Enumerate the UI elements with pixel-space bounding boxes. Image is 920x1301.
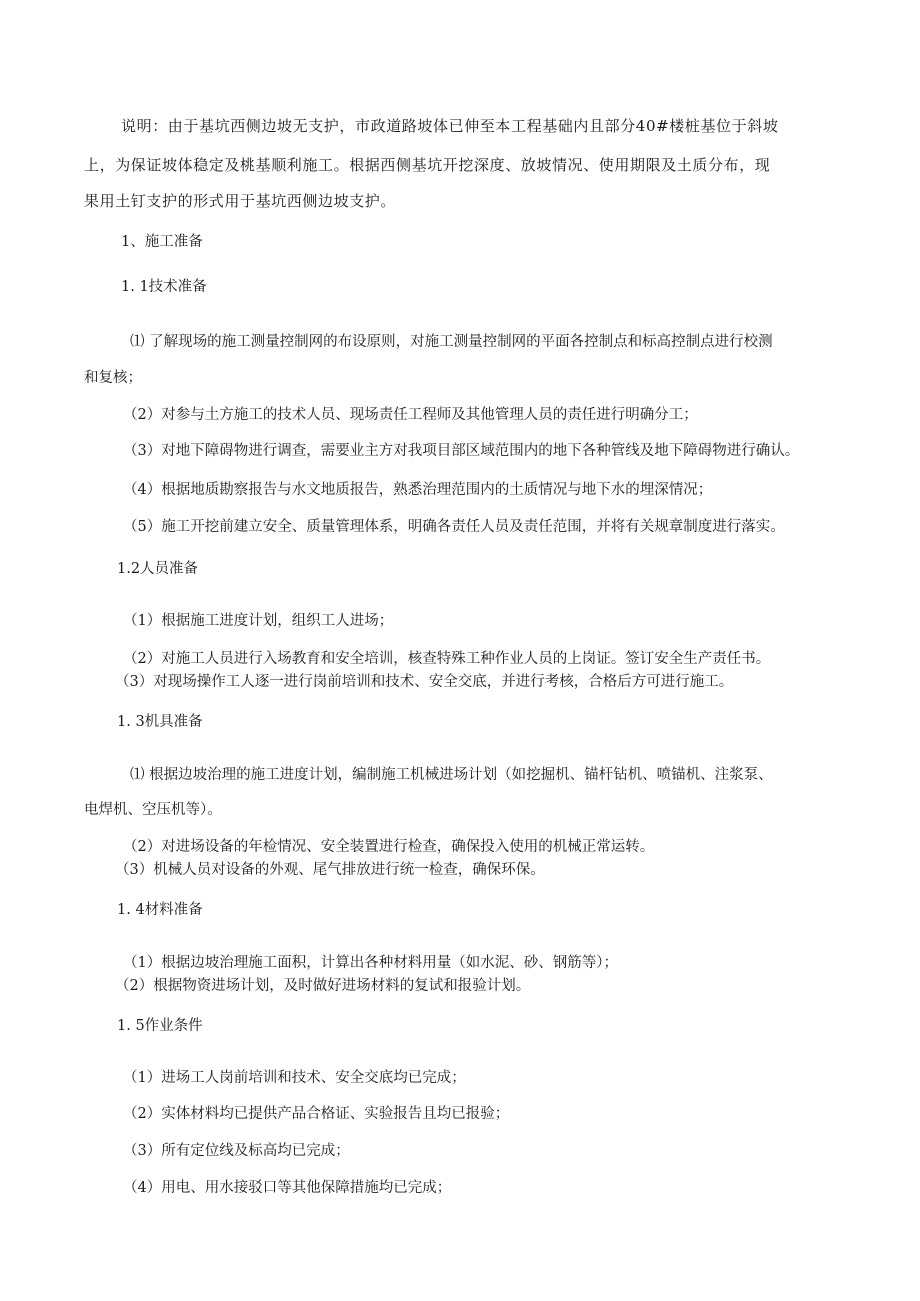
tech-item-2: （2）对参与土方施工的技术人员、现场责任工程师及其他管理人员的责任进行明确分工； (123, 407, 698, 423)
intro-line-2: 上，为保证坡体稳定及桃基顺利施工。根据西侧基坑开挖深度、放坡情况、使用期限及土质分布，现 (84, 156, 771, 174)
conditions-item-1: （1）进场工人岗前培训和技术、安全交底均已完成； (123, 1070, 466, 1086)
section-1-3-title: 1. 3机具准备 (117, 714, 203, 730)
staff-item-2: （2）对施工人员进行入场教育和安全培训，核查特殊工种作业人员的上岗证。签订安全生产责任书。 (123, 651, 771, 667)
conditions-item-3: （3）所有定位线及标高均已完成； (123, 1143, 350, 1159)
tools-item-3: （3）机械人员对设备的外观、尾气排放进行统一检查，确保环保。 (115, 862, 545, 878)
materials-item-2: （2）根据物资进场计划，及时做好进场材料的复试和报验计划。 (115, 978, 531, 994)
section-1-title: 1、施工准备 (121, 234, 203, 250)
tech-item-1-line-2: 和复核； (84, 370, 142, 386)
conditions-item-2: （2）实体材料均已提供产品合格证、实验报告且均已报验； (123, 1106, 510, 1122)
tech-item-4: （4）根据地质勘察报告与水文地质报告，熟悉治理范围内的土质情况与地下水的埋深情况； (123, 482, 713, 498)
tools-item-2: （2）对进场设备的年检情况、安全装置进行检查，确保投入使用的机械正常运转。 (123, 839, 655, 855)
intro-line-1: 说明：由于基坑西侧边坡无支护，市政道路坡体已伸至本工程基础内且部分40#楼桩基位于斜坡 (121, 117, 779, 135)
tech-item-1-line-1: ⑴ 了解现场的施工测量控制网的布设原则，对施工测量控制网的平面各控制点和标高控制点进行校测 (130, 334, 773, 350)
tools-item-1-line-2: 电焊机、空压机等）。 (84, 802, 222, 818)
staff-item-1: （1）根据施工进度计划，组织工人进场； (123, 613, 394, 629)
intro-line-3: 果用土钉支护的形式用于基坑西侧边坡支护。 (84, 192, 397, 210)
section-1-2-title: 1.2人员准备 (117, 561, 199, 577)
section-1-1-title: 1. 1技术准备 (121, 279, 207, 295)
section-1-5-title: 1. 5作业条件 (117, 1018, 203, 1034)
tech-item-3: （3）对地下障碍物进行调查，需要业主方对我项目部区域范围内的地下各种管线及地下障碍物进行确认。 (123, 443, 800, 459)
tools-item-1-line-1: ⑴ 根据边坡治理的施工进度计划，编制施工机械进场计划（如挖掘机、锚杆钻机、喷锚机、注浆泵、 (130, 767, 773, 783)
tech-item-5: （5）施工开挖前建立安全、质量管理体系，明确各责任人员及责任范围，并将有关规章制度进行落实。 (123, 519, 785, 535)
materials-item-1: （1）根据边坡治理施工面积，计算出各种材料用量（如水泥、砂、钢筋等）； (123, 955, 618, 971)
conditions-item-4: （4）用电、用水接驳口等其他保障措施均已完成； (123, 1180, 452, 1196)
staff-item-3: （3）对现场操作工人逐一进行岗前培训和技术、安全交底，并进行考核，合格后方可进行施工。 (115, 674, 734, 690)
section-1-4-title: 1. 4材料准备 (117, 902, 203, 918)
